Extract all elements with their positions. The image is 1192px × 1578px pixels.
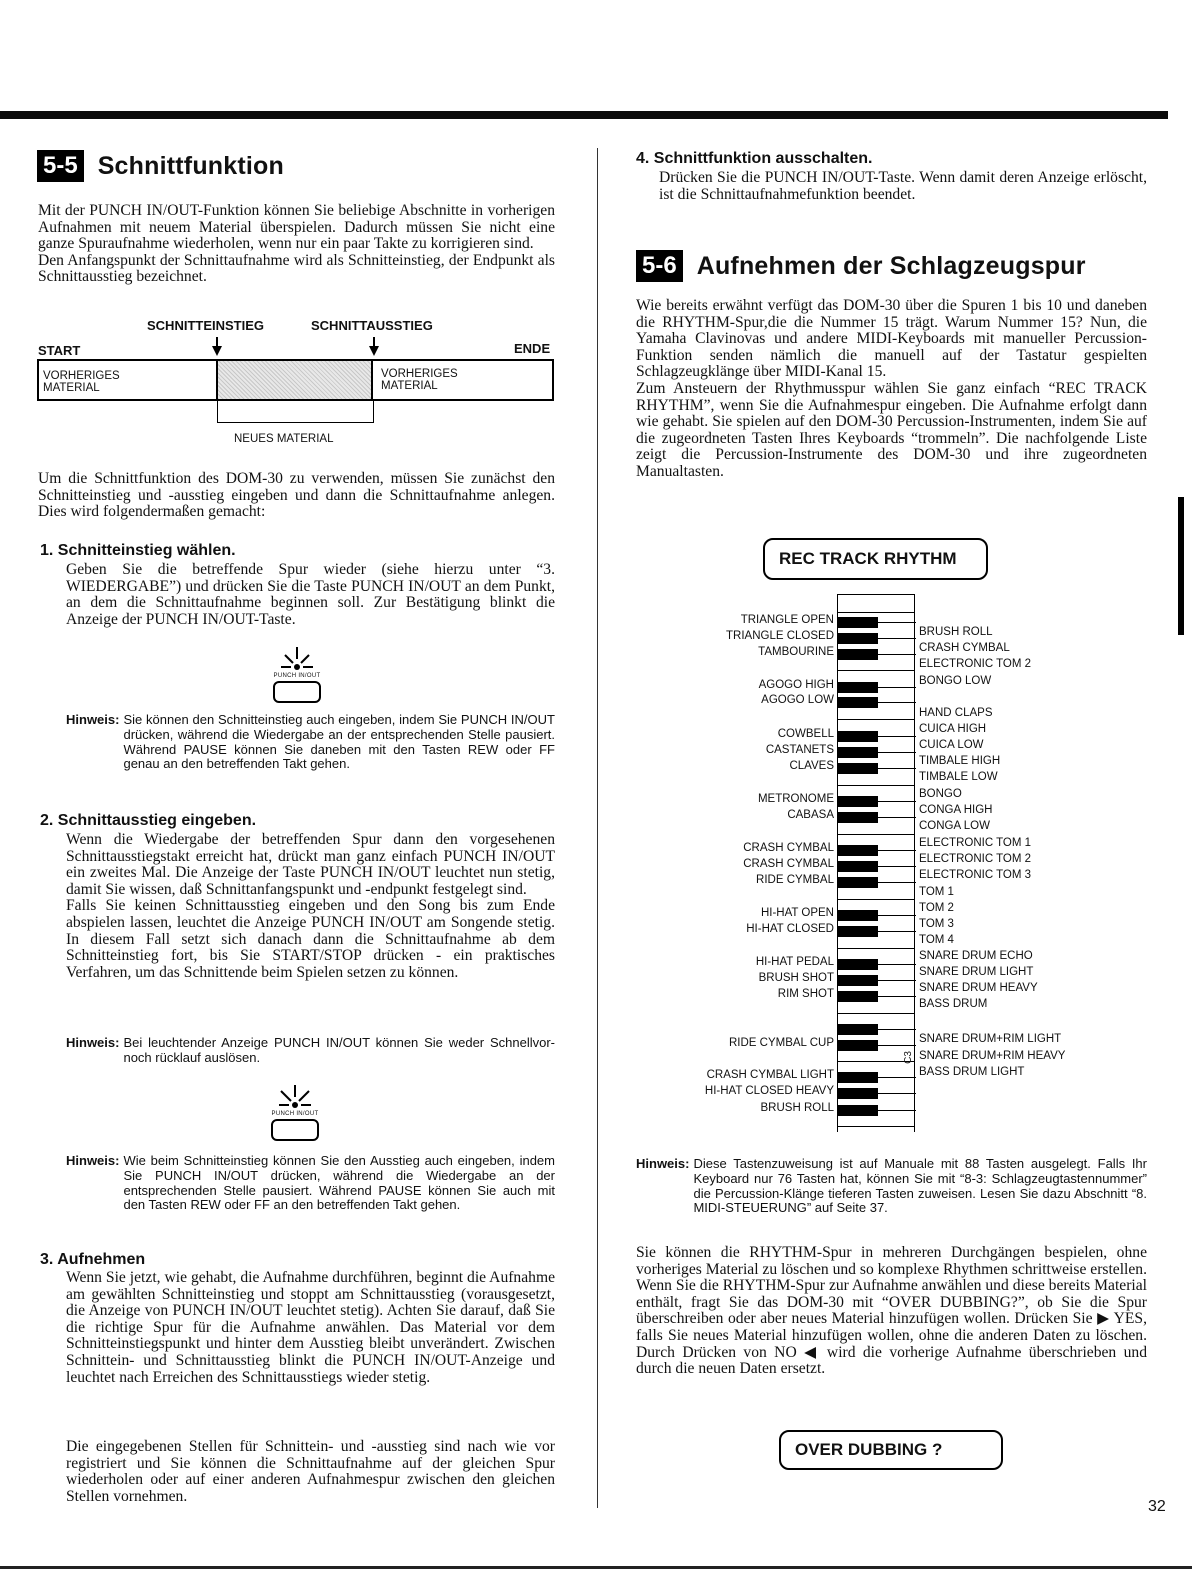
punch-in-out-button-blinking [257,645,337,705]
step-2-title: 2. Schnittausstieg eingeben. [40,812,257,829]
black-key-label: CRASH CYMBAL [743,858,834,870]
section-number: 5-6 [636,250,683,282]
white-key-label: TIMBALE LOW [919,771,998,783]
white-key-divider [838,899,914,900]
white-key-label: TOM 1 [919,886,954,898]
black-key [838,1088,878,1099]
white-key-label: BONGO LOW [919,675,992,687]
black-key-label: RIDE CYMBAL CUP [728,1037,834,1049]
c3-marker: C3 [902,1051,914,1064]
black-key-label: BRUSH SHOT [758,972,834,984]
note-step-2a: Hinweis: Bei leuchtender Anzeige PUNCH IN/OUT können Sie weder Schnellvor- noch rücklauf auslösen. [66,1035,555,1065]
section-title: Aufnehmen der Schlagzeugspur [696,251,1086,280]
black-key [838,910,878,921]
section-title: Schnittfunktion [97,151,284,180]
step-3-body: Wenn Sie jetzt, wie gehabt, die Aufnahme durchführen, beginnt die Aufnahme am gewählten Schnitteinstieg und stoppt am Schnittausstieg (vorausgesetzt, die Anzeige von PUNCH IN/OUT leuchtet stetig). Achten Sie darauf, daß Sie die richtige Spur für die Aufnahme anwählen. Das Material vor dem Schnitteinstiegspunkt und hinter dem Ausstieg bleibt unverändert. Zwischen Schnittein- und Schnittausstieg blinkt die PUNCH IN/OUT-Anzeige und leuchtet nach Erreichen des Schnittausstiegs wieder stetig. [66,1269,555,1386]
white-key-divider [838,785,914,786]
white-key-divider [838,948,914,949]
black-key-label: BRUSH ROLL [760,1102,834,1114]
white-key-label: SNARE DRUM ECHO [919,950,1033,962]
black-key [838,975,878,986]
black-key-label: COWBELL [777,728,834,740]
white-key-divider [838,1126,914,1127]
white-key-label: ELECTRONIC TOM 3 [919,869,1032,881]
black-key [838,1040,878,1051]
step-2-body: Wenn die Wiedergabe der betreffenden Spur dann den vorgesehenen Schnittausstiegstakt erreicht hat, drückt man ganz einfach PUNCH IN/OUT ein zweites Mal. Die Anzeige der Taste PUNCH IN/OUT leuchtet nun stetig, damit Sie wissen, daß Schnittanfangspunkt und -endpunkt festgelegt sind. Falls Sie keinen Schnittausstieg eingeben und den Song bis zum Ende abspielen lassen, leuchtet die Anzeige PUNCH IN/OUT am Songende stetig. In diesem Fall setzt sich danach dann die Schnittaufnahme ab dem Schnitteinstieg fort, bis Sie START/STOP drücken - ein praktisches Verfahren, um das Schnittende beim Spielen setzen zu können. [66,831,555,981]
arrow-down-icon [212,346,222,356]
black-key [838,682,878,693]
white-key-label: BONGO [919,788,962,800]
new-material-bracket [217,401,374,423]
white-key-label: SNARE DRUM+RIM LIGHT [919,1033,1062,1045]
black-key-label: METRONOME [757,793,834,805]
white-key-label: BASS DRUM [919,998,988,1010]
new-material-segment [216,361,373,399]
black-key [838,697,878,708]
step-4-body: Drücken Sie die PUNCH IN/OUT-Taste. Wenn damit deren Anzeige erlöscht, ist die Schnittaufnahmefunktion beendet. [659,169,1147,203]
note-key-assignment: Hinweis: Diese Tastenzuweisung ist auf Manuale mit 88 Tasten ausgelegt. Falls Ihr Keyboard nur 76 Tasten hat, können Sie mit “8-3: Schlagzeugtastennummer” die Percussion-Klänge tieferen Tasten zuweisen. Lesen Sie dazu Abschnitt “8. MIDI-STEUERUNG” auf Seite 37. [636,1156,1147,1216]
white-key-label: TIMBALE HIGH [919,755,1001,767]
arrow-down-icon [369,346,379,356]
white-key-label: TOM 3 [919,918,954,930]
black-key [838,1105,878,1116]
punch-out-label: SCHNITTAUSSTIEG [311,318,433,333]
black-key-label: TAMBOURINE [758,646,834,658]
white-key-label: CRASH CYMBAL [919,642,1010,654]
white-key-label: BRUSH ROLL [919,626,993,638]
black-key [838,649,878,660]
blink-rays-icon [257,645,337,673]
section-number: 5-5 [37,150,84,182]
step-3-body-2: Die eingegebenen Stellen für Schnittein- und -ausstieg sind nach wie vor registriert und Sie können die Schnittaufnahme auf der gleichen Spur wiederholen oder auf einer anderen Aufnahmespur zwischen den gleichen Stellen vornehmen. [66,1438,555,1505]
white-key-label: SNARE DRUM LIGHT [919,966,1034,978]
black-key-label: CABASA [787,809,834,821]
white-key-divider [838,612,914,613]
black-key [838,812,878,823]
black-key-label: RIM SHOT [777,988,834,1000]
black-key-label: HI-HAT OPEN [760,907,834,919]
intro-paragraph: Mit der PUNCH IN/OUT-Funktion können Sie beliebige Abschnitte in vorherigen Aufnahmen mit neuem Material überspielen. Dadurch müssen Sie nicht eine ganze Spuraufnahme wiederholen, wenn nur ein paar Takte zu korrigieren sind. Den Anfangspunkt der Schnittaufnahme wird als Schnitteinstieg, der Endpunkt als Schnittausstieg bezeichnet. [38,202,555,286]
black-key-label: CRASH CYMBAL LIGHT [706,1069,834,1081]
white-key-divider [838,670,914,671]
black-key [838,1072,878,1083]
black-key [838,991,878,1002]
black-key-label: RIDE CYMBAL [756,874,834,886]
white-key-label: TOM 2 [919,902,954,914]
black-key [838,617,878,628]
punch-in-label: SCHNITTEINSTIEG [147,318,265,333]
black-key [838,796,878,807]
black-key-label: AGOGO HIGH [758,679,834,691]
black-key [838,1024,878,1035]
bottom-rule [0,1566,1192,1569]
step-1-title: 1. Schnitteinstieg wählen. [40,542,236,559]
step-3-title: 3. Aufnehmen [40,1251,146,1268]
white-key-label: CUICA LOW [919,739,984,751]
note-step-1: Hinweis: Sie können den Schnitteinstieg auch eingeben, indem Sie PUNCH IN/OUT drücken, während die Wiedergabe an der entsprechenden Stelle pausiert. Während PAUSE können Sie daneben mit den Tasten REW oder FF genau an den betreffenden Takt gehen. [66,712,555,772]
punch-in-out-button-lit [255,1083,335,1143]
black-key [838,633,878,644]
section-5-6-intro: Wie bereits erwähnt verfügt das DOM-30 über die Spuren 1 bis 10 und daneben die RHYTHM-Spur,die die Nummer 15 trägt. Warum Nummer 15? Nun, die Yamaha Clavinovas und andere MIDI-Keyboards mit manueller Percussion-Funktion senden nämlich die manuell auf der Tastatur gespielten Schlagzeugklänge über MIDI-Kanal 15. Zum Ansteuern der Rhythmusspur wählen Sie ganz einfach “REC TRACK RHYTHM”, wenn Sie die Aufnahmespur eingeben. Die Aufnahme erfolgt dann wie gehabt. Sie spielen auf den DOM-30 Percussion-Instrumenten, indem Sie auf die zugeordneten Tasten Ihres Keyboards “trommeln”. Die nachfolgende Liste zeigt die Percussion-Instrumente des DOM-30 und ihre zugeordneten Manualtasten. [636,297,1147,480]
black-key [838,747,878,758]
usage-intro: Um die Schnittfunktion des DOM-30 zu verwenden, müssen Sie zunächst den Schnitteinstieg und -ausstieg eingeben und dann die Schnittaufnahme anlegen. Dies wird folgendermaßen gemacht: [38,470,555,521]
lcd-over-dubbing: OVER DUBBING ? [779,1430,1003,1470]
white-key-divider [838,719,914,720]
black-key [838,845,878,856]
black-key [838,959,878,970]
white-key-label: TOM 4 [919,934,954,946]
column-divider [597,148,598,1508]
white-key-divider [838,1013,914,1014]
overdub-paragraph: Sie können die RHYTHM-Spur in mehreren Durchgängen bespielen, ohne vorheriges Material zu löschen und so komplexe Rhythmen schrittweise erstellen. Wenn Sie die RHYTHM-Spur zur Aufnahme anwählen und diese bereits Material enthält, fragt Sie das DOM-30 mit “OVER DUBBING?”, ob Sie die Spur überschreiben oder aber neues Material hinzufügen wollen. Drücken Sie ▶ YES, falls Sie neues Material hinzufügen wollen, ohne die anderen Daten zu löschen. Durch Drücken von NO ◀ wird die vorherige Aufnahme überschrieben und durch die neuen Daten ersetzt. [636,1244,1147,1378]
black-key [838,731,878,742]
lit-rays-icon [255,1083,335,1111]
note-step-2b: Hinweis: Wie beim Schnitteinstieg können Sie den Ausstieg auch eingeben, indem Sie PUNCH IN/OUT drücken, während die Wiedergabe an der entsprechenden Stelle pausiert. Während PAUSE können Sie auch mit den Tasten REW oder FF an den betreffenden Takt gehen. [66,1153,555,1213]
black-key [838,877,878,888]
white-key-label: BASS DRUM LIGHT [919,1066,1025,1078]
step-1-body: Geben Sie die betreffende Spur wieder (siehe hierzu unter “3. WIEDERGABE”) und drücken Sie die Taste PUNCH IN/OUT an dem Punkt, an dem die Schnittaufnahme beginnen soll. Zur Bestätigung blinkt die Anzeige der PUNCH IN/OUT-Taste. [66,561,555,628]
step-4-title: 4. Schnittfunktion ausschalten. [636,150,873,167]
black-key [838,763,878,774]
black-key-label: CASTANETS [765,744,834,756]
punch-button-shape [271,1119,319,1141]
chapter-tab-marker [1178,497,1184,635]
punch-label: PUNCH IN/OUT [271,1111,319,1117]
black-key [838,926,878,937]
black-key-label: HI-HAT CLOSED HEAVY [704,1085,834,1097]
lcd-rec-track-rhythm: REC TRACK RHYTHM [763,538,988,580]
black-key-label: TRIANGLE OPEN [740,614,834,626]
white-key-label: ELECTRONIC TOM 1 [919,837,1032,849]
white-key-label: CONGA HIGH [919,804,993,816]
black-key-label: HI-HAT PEDAL [755,956,834,968]
black-key-label: AGOGO LOW [761,694,834,706]
punch-label: PUNCH IN/OUT [273,673,321,679]
black-key-label: CRASH CYMBAL [743,842,834,854]
page-number: 32 [1148,1498,1166,1515]
white-key-label: SNARE DRUM+RIM HEAVY [919,1050,1066,1062]
white-key-label: ELECTRONIC TOM 2 [919,853,1032,865]
black-key-label: HI-HAT CLOSED [746,923,834,935]
black-key-label: CLAVES [789,760,834,772]
white-key-label: CUICA HIGH [919,723,987,735]
top-rule [0,111,1168,119]
white-key-label: HAND CLAPS [919,707,993,719]
previous-material-left: VORHERIGES MATERIAL [43,370,120,394]
white-key-label: ELECTRONIC TOM 2 [919,658,1032,670]
white-key-label: CONGA LOW [919,820,990,832]
section-heading-5-6 [636,250,1086,282]
white-key-divider [838,834,914,835]
new-material-label: NEUES MATERIAL [234,433,334,445]
black-key-label: TRIANGLE CLOSED [726,630,834,642]
start-label: START [38,343,81,358]
white-key-label: SNARE DRUM HEAVY [919,982,1038,994]
end-label: ENDE [514,341,551,356]
black-key [838,861,878,872]
previous-material-right: VORHERIGES MATERIAL [381,368,458,392]
punch-button-shape [273,681,321,703]
section-heading-5-5 [37,150,284,182]
